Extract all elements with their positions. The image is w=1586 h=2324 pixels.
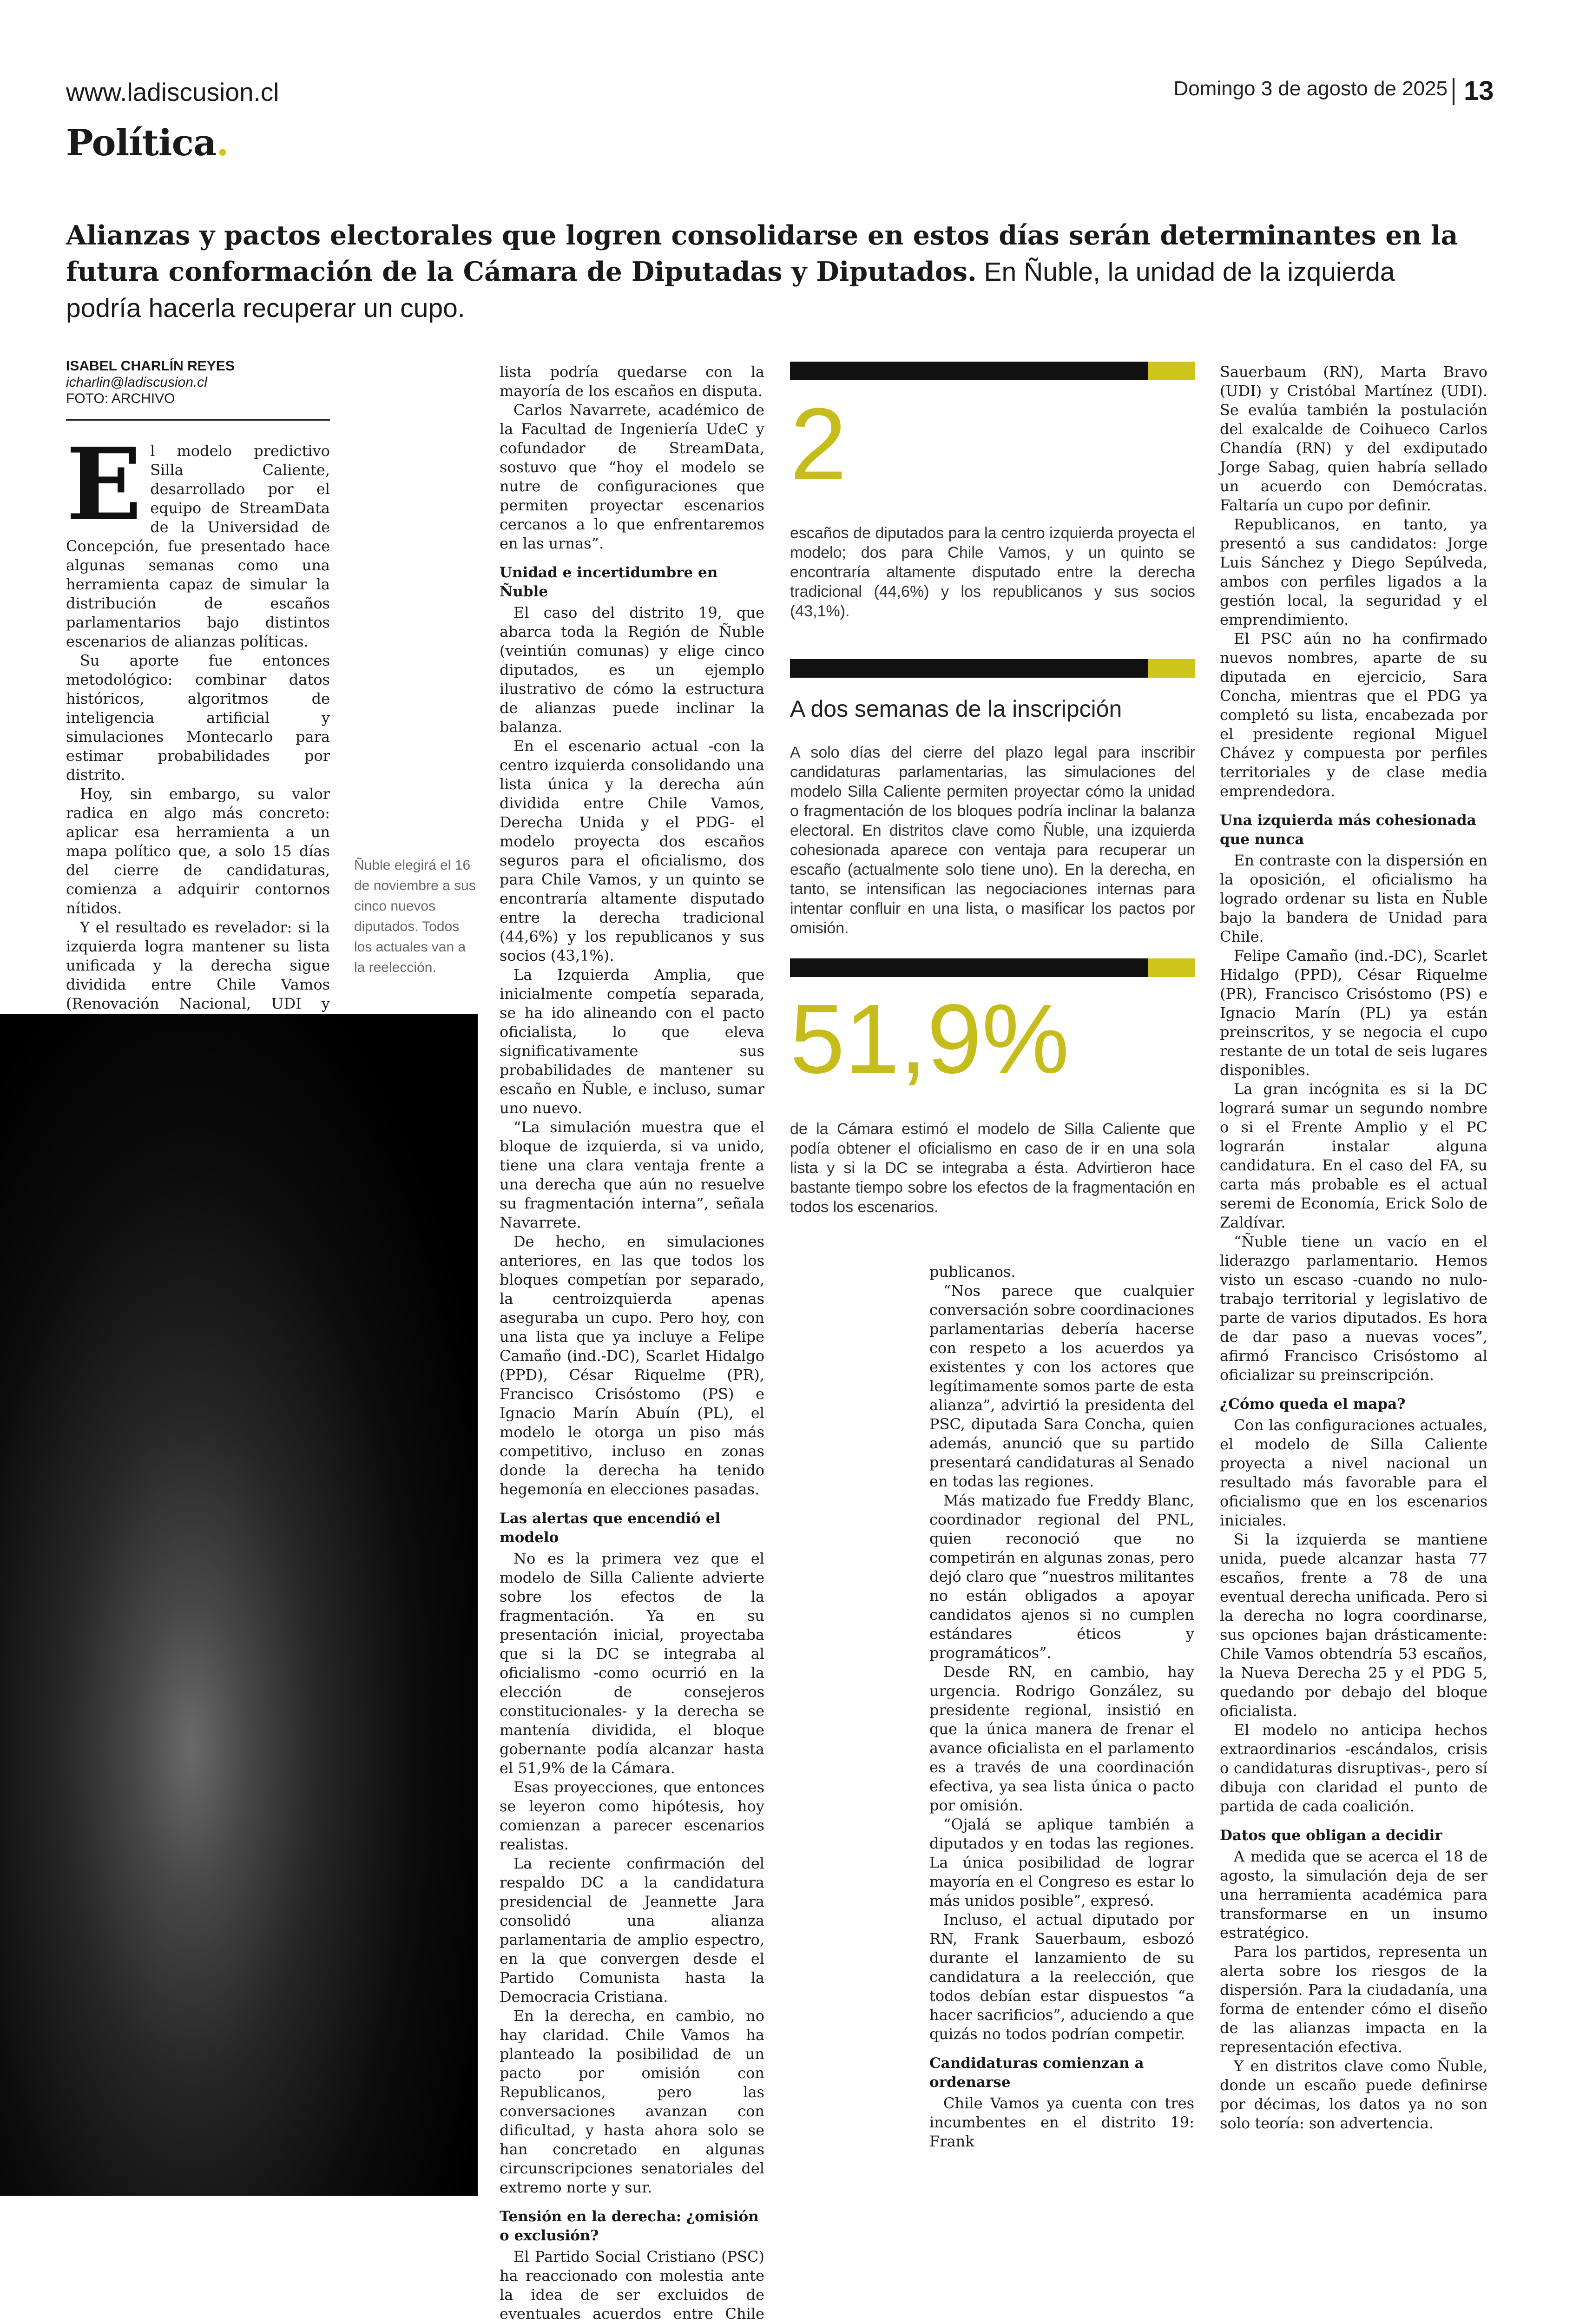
photo-credit: FOTO: ARCHIVO (66, 391, 175, 406)
header-divider (1453, 78, 1454, 105)
paragraph: lista podría quedarse con la mayoría de los escaños en disputa. (500, 363, 764, 400)
paragraph: Y en distritos clave como Ñuble, donde un escaño puede definirse por décimas, los datos ya no son solo teoría: son advertencia. (1220, 2057, 1487, 2132)
paragraph: l modelo predictivo Silla Caliente, desarrollado por el equipo de StreamData de la Universidad de Concepción, fue presentado hace algunas semanas como una herramienta capaz de simular la distribución de escaños parlamentarios bajo distintos escenarios de alianzas políticas. (66, 442, 330, 650)
paragraph: El PSC aún no ha confirmado nuevos nombres, aparte de su diputada en ejercicio, Sara Concha, mientras que el PDG ya completó su lista, encabezada por el presidente regional Miguel Chávez y compuesta por perfiles territoriales y de clase media emprendedora. (1220, 630, 1487, 800)
paragraph: Carlos Navarrete, académico de la Facultad de Ingeniería UdeC y cofundador de StreamData, sostuvo que “hoy el modelo se nutre de configuraciones que permiten proyectar escenarios cercanos a lo que enfrentaremos en las urnas”. (500, 401, 764, 552)
paragraph: Con las configuraciones actuales, el modelo de Silla Caliente proyecta a nivel nacional un resultado más favorable para el oficialismo que en los escenarios iniciales. (1220, 1416, 1487, 1529)
paragraph: Y el resultado es revelador: si la izquierda logra mantener su lista unificada y la derecha sigue dividida entre Chile Vamos (Renovación Nacional, UDI y (66, 918, 330, 1012)
paragraph: Su aporte fue entonces metodológico: combinar datos históricos, algoritmos de inteligencia artificial y simulaciones Montecarlo para estimar probabilidades por distrito. (66, 652, 330, 784)
section-label: Política (66, 122, 217, 164)
stat-bar-2 (790, 958, 1195, 977)
article-photo (0, 1014, 478, 2196)
paragraph: Sauerbaum (RN), Marta Bravo (UDI) y Cristóbal Martínez (UDI). Se evalúa también la postulación del exalcalde de Coihueco Carlos Chandía (RN) y del exdiputado Jorge Sabag, quien habría sellado un acuerdo con Demócratas. Faltaría un cupo por definir. (1220, 363, 1487, 514)
paragraph: Incluso, el actual diputado por RN, Frank Sauerbaum, esbozó durante el lanzamiento de su candidatura a la reelección, que todos debían estar dispuestos “a hacer sacrificios”, aduciendo a que quizás no todos podrían competir. (929, 1911, 1194, 2043)
paragraph: Felipe Camaño (ind.-DC), Scarlet Hidalgo (PPD), César Riquelme (PR), Francisco Crisóstomo (PS) e Ignacio Marín (PL) ya están preinscritos, y se negocia el cupo restante de un total de seis lugares disponibles. (1220, 947, 1487, 1079)
paragraph: No es la primera vez que el modelo de Silla Caliente advierte sobre los efectos de la fragmentación. Ya en su presentación inicial, proyectaba que si la DC se integraba al oficialismo -como ocurrió en la elección de consejeros constitucionales- y la derecha se mantenía dividida, el bloque gobernante podía alcanzar hasta el 51,9% de la Cámara. (500, 1550, 764, 1777)
article-column-3 (929, 1262, 1194, 2150)
paragraph: Esas proyecciones, que entonces se leyeron como hipótesis, hoy comienzan a parecer escenarios realistas. (500, 1778, 764, 1853)
subheading: Candidaturas comienzan a ordenarse (929, 2055, 1144, 2091)
stat-number-2: 2 (790, 387, 847, 501)
byline (66, 358, 326, 407)
stat-number-51-9: 51,9% (790, 984, 1070, 1094)
paragraph: “Ñuble tiene un vacío en el liderazgo parlamentario. Hemos visto un escaso -cuando no nulo- trabajo territorial y legislativo de parte de varios diputados. Es hora de dar paso a nuevas voces”, afirmó Francisco Crisóstomo al oficializar su preinscripción. (1220, 1233, 1487, 1384)
paragraph: La gran incógnita es si la DC logrará sumar un segundo nombre o si el Frente Amplio y el PC lograrán instalar alguna candidatura. En el caso del FA, su carta más probable es el actual seremi de Economía, Erick Solo de Zaldívar. (1220, 1080, 1487, 1231)
bar-accent (1148, 958, 1195, 977)
subheading: Las alertas que encendió el modelo (500, 1510, 721, 1546)
paragraph: Si la izquierda se mantiene unida, puede alcanzar hasta 77 escaños, frente a 78 de una eventual derecha unificada. Pero si la derecha no logra coordinarse, sus opciones bajan drásticamente: Chile Vamos obtendría 53 escaños, la Nueva Derecha 25 y el PDG 5, quedando por debajo del bloque oficialista. (1220, 1531, 1487, 1720)
paragraph: “La simulación muestra que el bloque de izquierda, si va unido, tiene una clara ventaja frente a una derecha que aún no resuelve su fragmentación interna”, señala Navarrete. (500, 1118, 764, 1231)
subheading: Una izquierda más cohesionada que nunca (1220, 812, 1476, 848)
paragraph: Hoy, sin embargo, su valor radica en algo más concreto: aplicar esa herramienta a un mapa político que, a solo 15 días del cierre de candidaturas, comienza a adquirir contornos nítidos. (66, 785, 330, 917)
paragraph: Para los partidos, representa un alerta sobre los riesgos de la dispersión. Para la ciudadanía, una forma de entender cómo el diseño de las alianzas impacta en la representación efectiva. (1220, 1943, 1487, 2056)
paragraph: Más matizado fue Freddy Blanc, coordinador regional del PNL, quien reconoció que no competirán en algunas zonas, pero dejó claro que “nuestros militantes no están obligados a apoyar candidatos ajenos si no cumplen estándares éticos y programáticos”. (929, 1492, 1194, 1662)
paragraph: La Izquierda Amplia, que inicialmente competía separada, se ha ido alineando con el pacto oficialista, lo que eleva significativamente sus probabilidades de mantener su escaño en Ñuble, e incluso, sumar uno nuevo. (500, 966, 764, 1117)
paragraph: En la derecha, en cambio, no hay claridad. Chile Vamos ha planteado la posibilidad de un pacto por omisión con Republicanos, pero las conversaciones avanzan con dificultad, y hasta ahora solo se han concretado en algunas circunscripciones senatoriales del extremo norte y sur. (500, 2007, 764, 2196)
byline-rule (66, 419, 330, 421)
paragraph: En el escenario actual -con la centro izquierda consolidando una lista única y la derecha aún dividida entre Chile Vamos, Derecha Unida y el PDG- el modelo proyecta dos escaños seguros para el oficialismo, dos para Chile Vamos, y un quinto se encontraría altamente disputado entre la derecha tradicional (44,6%) y los republicanos y sus socios (43,1%). (500, 737, 764, 964)
paragraph: “Ojalá se aplique también a diputados y en todas las regiones. La única posibilidad de lograr mayoría en el Congreso es estar lo más unidos posible”, expresó. (929, 1816, 1194, 1909)
article-column-1 (66, 426, 330, 1013)
subheading: Datos que obligan a decidir (1220, 1827, 1442, 1844)
paragraph: De hecho, en simulaciones anteriores, en las que todos los bloques competían por separado, la centroizquierda apenas aseguraba un cupo. Pero hoy, con una lista que ya incluye a Felipe Camaño (ind.-DC), Scarlet Hidalgo (PPD), César Riquelme (PR), Francisco Crisóstomo (PS) e Ignacio Marín Abuín (PL), el modelo le otorga un piso más competitivo, incluso en zonas donde la derecha ha tenido hegemonía en elecciones pasadas. (500, 1233, 764, 1498)
paragraph: Chile Vamos ya cuenta con tres incumbentes en el distrito 19: Frank (929, 2094, 1194, 2150)
paragraph: publicanos. (929, 1263, 1016, 1281)
paragraph: Desde RN, en cambio, hay urgencia. Rodrigo González, su presidente regional, insistió en que la única manera de frenar el avance oficialista en el parlamento es a través de una coordinación efectiva, ya sea lista única o pacto por omisión. (929, 1663, 1194, 1814)
subheading: Tensión en la derecha: ¿omisión o exclusión? (500, 2208, 759, 2244)
subheading: ¿Cómo queda el mapa? (1220, 1396, 1406, 1413)
article-column-2 (500, 363, 764, 2323)
paragraph: Republicanos, en tanto, ya presentó a sus candidatos: Jorge Luis Sánchez y Diego Sepúlveda, ambos con perfiles ligados a la gestión local, la seguridad y el emprendimiento. (1220, 515, 1487, 628)
lede-bold: Alianzas y pactos electorales que logren consolidarse en estos días serán determinantes en la futura conformación de la Cámara de Diputadas y Diputados. (66, 220, 1458, 287)
paragraph: A medida que se acerca el 18 de agosto, la simulación deja de ser una herramienta académica para transformarse en un insumo estratégico. (1220, 1848, 1487, 1941)
bar-black (790, 958, 1148, 977)
sidebar-text: A solo días del cierre del plazo legal para inscribir candidaturas parlamentarias, las simulaciones del modelo Silla Caliente permiten proyectar cómo la unidad o fragmentación de los bloques podría inclinar la balanza electoral. En distritos clave como Ñuble, una izquierda cohesionada aparece con ventaja para recuperar un escaño (actualmente solo tiene uno). En la derecha, en tanto, se intensifican las negociaciones internas para intentar confluir en una lista, o masificar los pactos por omisión. (790, 744, 1195, 937)
bar-black (790, 659, 1148, 678)
lede (66, 218, 1460, 326)
sidebar-title: A dos semanas de la inscripción (790, 696, 1122, 722)
paragraph: El caso del distrito 19, que abarca toda la Región de Ñuble (veintiún comunas) y elige cinco diputados, es un ejemplo ilustrativo de cómo la estructura de alianzas puede inclinar la balanza. (500, 604, 764, 736)
paragraph: La reciente confirmación del respaldo DC a la candidatura presidencial de Jeannette Jara consolidó una alianza parlamentaria de amplio espectro, en la que convergen desde el Partido Comunista hasta la Democracia Cristiana. (500, 1855, 764, 2006)
paragraph: En contraste con la dispersión en la oposición, el oficialismo ha logrado ordenar su lista en Ñuble bajo la bandera de Unidad para Chile. (1220, 852, 1487, 945)
bar-accent (1148, 362, 1195, 380)
issue-date: Domingo 3 de agosto de 2025 (1173, 77, 1448, 100)
bar-accent (1148, 659, 1195, 678)
bar-black (790, 362, 1148, 380)
page-number: 13 (1464, 76, 1494, 106)
subheading: Unidad e incertidumbre en Ñuble (500, 564, 718, 600)
stat-description-2: de la Cámara estimó el modelo de Silla Caliente que podía obtener el oficialismo en caso de ir en una sola lista y si la DC se integraba a ésta. Advirtieron hace bastante tiempo sobre los efectos de la fragmentación en todos los escenarios. (790, 1120, 1195, 1216)
article-column-4 (1220, 363, 1487, 2132)
lede-regular: En Ñuble, la unidad de la izquierda podría hacerla recuperar un cupo. (66, 257, 1395, 323)
site-url[interactable]: www.ladiscusion.cl (66, 78, 279, 106)
section-dot: . (216, 122, 229, 164)
stat-description-1: escaños de diputados para la centro izquierda proyecta el modelo; dos para Chile Vamos, y un quinto se encontraría altamente disputado entre la derecha tradicional (44,6%) y los republicanos y sus socios (43,1%). (790, 524, 1195, 620)
sidebar-bar (790, 659, 1195, 678)
paragraph: El Partido Social Cristiano (PSC) ha reaccionado con molestia ante la idea de ser excluidos de eventuales acuerdos entre Chile (500, 2248, 764, 2323)
author-email: icharlin@ladiscusion.cl (66, 375, 207, 390)
photo-caption: Ñuble elegirá el 16 de noviembre a sus cinco nuevos diputados. Todos los actuales van a la reelección. (354, 858, 476, 975)
author-name: ISABEL CHARLÍN REYES (66, 358, 235, 374)
stat-bar-1 (790, 362, 1195, 380)
drop-cap: E (66, 426, 142, 543)
paragraph: El modelo no anticipa hechos extraordinarios -escándalos, crisis o candidaturas disruptivas-, pero sí dibuja con claridad el punto de partida de cada coalición. (1220, 1721, 1487, 1815)
paragraph: “Nos parece que cualquier conversación sobre coordinaciones parlamentarias debería hacerse con respeto a los acuerdos ya existentes y con los actores que legítimamente somos parte de esta alianza”, advirtió la presidenta del PSC, diputada Sara Concha, quien además, anunció que su partido presentará candidaturas al Senado en todas las regiones. (929, 1282, 1194, 1490)
section-title (66, 122, 229, 164)
